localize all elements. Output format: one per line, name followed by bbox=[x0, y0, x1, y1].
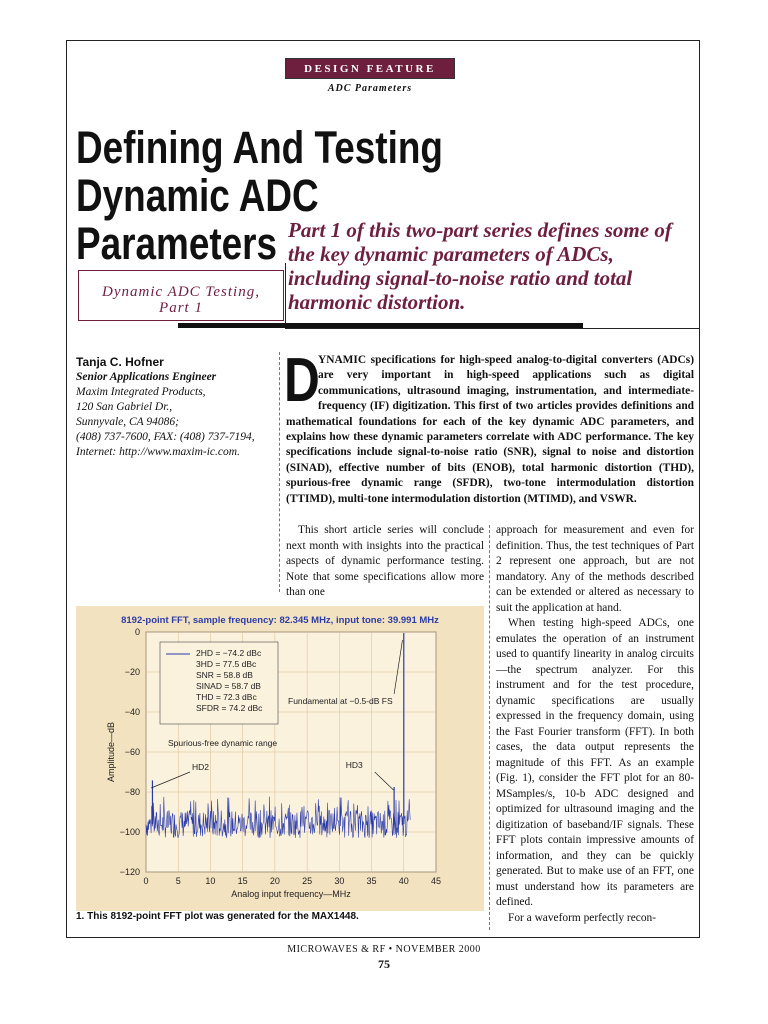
legend-entry: SNR = 58.8 dB bbox=[196, 670, 253, 680]
x-tick-label: 0 bbox=[143, 876, 149, 886]
figure-caption: 1. This 8192-point FFT plot was generated for the MAX1448. bbox=[76, 911, 359, 922]
series-box bbox=[78, 270, 284, 321]
legend-entry: THD = 72.3 dBc bbox=[196, 692, 257, 702]
page-number: 75 bbox=[378, 957, 390, 971]
x-tick-label: 40 bbox=[398, 876, 409, 886]
x-tick-label: 20 bbox=[269, 876, 280, 886]
feature-label: DESIGN FEATURE bbox=[285, 58, 455, 79]
series-line: Part 1 bbox=[159, 300, 203, 316]
author-block bbox=[76, 355, 276, 460]
legend-entry: 2HD = −74.2 dBc bbox=[196, 648, 262, 658]
column-divider bbox=[279, 352, 280, 592]
author-line: Internet: http://www.maxim-ic.com. bbox=[76, 446, 240, 458]
title-bar-rule bbox=[178, 323, 583, 328]
footer bbox=[0, 944, 768, 955]
legend-entry: 3HD = 77.5 dBc bbox=[196, 659, 257, 669]
hd2-annotation: HD2 bbox=[192, 762, 210, 772]
author-line: (408) 737-7600, FAX: (408) 737-7194, bbox=[76, 431, 255, 443]
x-tick-label: 15 bbox=[237, 876, 248, 886]
author-line: Maxim Integrated Products, bbox=[76, 386, 206, 398]
paragraph: This short article series will conclude next month with insights into the practical aspects of dynamic performance testing. Note that some specifications allow more than one bbox=[286, 524, 484, 598]
divider bbox=[285, 263, 286, 328]
sfdr-annotation: Spurious-free dynamic range bbox=[168, 738, 278, 748]
hd3-annotation: HD3 bbox=[345, 760, 363, 770]
y-tick-label: −80 bbox=[124, 787, 140, 797]
title-line: Parameters bbox=[76, 218, 278, 269]
lead-paragraph bbox=[284, 346, 694, 507]
lead-text: YNAMIC specifications for high-speed analog-to-digital converters (ADCs) are very important in high-speed applications such as digital communications, ultrasound imaging, instrumentation, and intermediate-frequency (IF) digitization. This first of two articles provides definitions and mathematical foundations for each of the key dynamic ADC parameters, and explains how these dynamic parameters correlate with ADC performance. The key specifications include signal-to-noise ratio (SNR), signal to noise and distortion (SINAD), effective number of bits (ENOB), total harmonic distortion (THD), spurious-free dynamic range (SFDR), two-tone intermodulation distortion (TTIMD), multi-tone intermodulation distortion (MTIMD), and VSWR. bbox=[286, 354, 694, 505]
fft-figure bbox=[76, 606, 484, 911]
legend-entry: SFDR = 74.2 dBc bbox=[196, 703, 263, 713]
y-tick-label: −20 bbox=[124, 667, 140, 677]
y-tick-label: 0 bbox=[134, 627, 140, 637]
legend-entry: SINAD = 58.7 dB bbox=[196, 681, 261, 691]
drop-cap: D bbox=[284, 346, 320, 415]
paragraph: approach for measurement and even for definition. Thus, the test techniques of Part 2 represent one approach, but are not mandatory. Any of the methods described can be extended or altered as necessary to suit the application at hand. bbox=[496, 524, 694, 614]
article-deck: Part 1 of this two-part series defines some of the key dynamic parameters of ADCs, including signal-to-noise ratio and total harmonic distortion. bbox=[288, 218, 672, 314]
section-label: ADC Parameters bbox=[327, 83, 413, 94]
column-divider bbox=[489, 525, 490, 930]
x-axis-label: Analog input frequency—MHz bbox=[231, 889, 351, 899]
title-line: Defining And Testing bbox=[76, 122, 443, 173]
y-tick-label: −60 bbox=[124, 747, 140, 757]
body-column-1 bbox=[286, 523, 484, 601]
y-tick-label: −120 bbox=[119, 867, 140, 877]
x-tick-label: 35 bbox=[366, 876, 377, 886]
plot-area bbox=[106, 627, 441, 899]
author-role: Senior Applications Engineer bbox=[76, 371, 217, 383]
issue-date: NOVEMBER 2000 bbox=[395, 944, 481, 955]
paragraph: When testing high-speed ADCs, one emulates the operation of an instrument used to quantify linearity in analog circuits—the spectrum analyzer. For this instrument and for the test procedure, dynamic specifications are usually expressed in the frequency domain, using the Fast Fourier transform (FFT). In both cases, the data output represents the magnitude of this FFT. As an example (Fig. 1), consider the FFT plot for an 80-MSamples/s, 10-b ADC designed and optimized for ultrasound imaging and the digitization of baseband/IF signals. These FFT plots contain impressive amounts of information, and they can be quickly generated. But to make use of an FFT, one must understand how its parameters are defined. bbox=[496, 617, 694, 908]
x-tick-label: 30 bbox=[334, 876, 345, 886]
fft-chart bbox=[76, 606, 484, 911]
paragraph: For a waveform perfectly recon- bbox=[508, 911, 657, 924]
series-line: Dynamic ADC Testing, bbox=[102, 284, 260, 300]
y-tick-label: −100 bbox=[119, 827, 140, 837]
separator: • bbox=[388, 944, 393, 955]
divider bbox=[285, 328, 699, 329]
x-tick-label: 45 bbox=[430, 876, 442, 886]
magazine-name: MICROWAVES & RF bbox=[287, 944, 386, 955]
chart-title: 8192-point FFT, sample frequency: 82.345 MHz, input tone: 39.991 MHz bbox=[121, 615, 439, 626]
author-name: Tanja C. Hofner bbox=[76, 355, 164, 369]
y-axis-label: Amplitude—dB bbox=[106, 721, 116, 783]
x-tick-label: 25 bbox=[302, 876, 313, 886]
y-tick-label: −40 bbox=[124, 707, 140, 717]
x-tick-label: 10 bbox=[205, 876, 216, 886]
x-tick-label: 5 bbox=[175, 876, 181, 886]
body-column-2 bbox=[496, 523, 694, 926]
author-line: 120 San Gabriel Dr., bbox=[76, 401, 173, 413]
title-line: Dynamic ADC bbox=[76, 170, 319, 221]
author-line: Sunnyvale, CA 94086; bbox=[76, 416, 179, 428]
fundamental-annotation: Fundamental at −0.5-dB FS bbox=[288, 696, 393, 706]
